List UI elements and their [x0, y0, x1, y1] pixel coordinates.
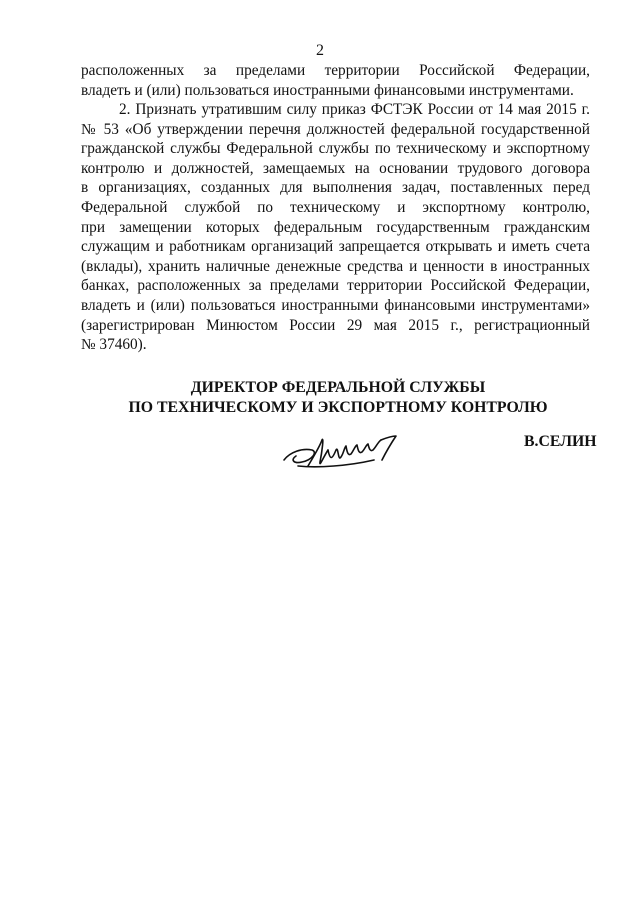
text-line: (вклады), хранить наличные денежные средства и ценности в иностранных — [81, 257, 590, 275]
signature-title-line-2: ПО ТЕХНИЧЕСКОМУ И ЭКСПОРТНОМУ КОНТРОЛЮ — [128, 399, 548, 416]
paragraph-continuation — [81, 61, 590, 100]
text-line: гражданской службы Федеральной службы по техническому и экспортному — [81, 140, 590, 158]
text-line: владеть и (или) пользоваться иностранными финансовыми инструментами» — [81, 296, 590, 314]
text-line: № 37460). — [81, 336, 147, 354]
text-line: в организациях, созданных для выполнения задач, поставленных перед — [81, 179, 590, 197]
paragraph-item-2 — [81, 100, 590, 355]
text-line: банках, расположенных за пределами территории Российской Федерации, — [81, 277, 590, 295]
text-line: при замещении которых федеральным государственным гражданским — [81, 218, 590, 236]
handwritten-signature-icon — [278, 426, 408, 478]
text-line: владеть и (или) пользоваться иностранными финансовыми инструментами. — [81, 81, 574, 99]
page-number: 2 — [316, 42, 324, 59]
text-line: (зарегистрирован Минюстом России 29 мая 2015 г., регистрационный — [81, 316, 590, 334]
text-line: Федеральной службой по техническому и экспортному контролю, — [81, 198, 590, 216]
text-line: расположенных за пределами территории Российской Федерации, — [81, 62, 590, 79]
signature-title-line-1: ДИРЕКТОР ФЕДЕРАЛЬНОЙ СЛУЖБЫ — [190, 379, 486, 396]
text-line: № 53 «Об утверждении перечня должностей федеральной государственной — [81, 120, 590, 138]
signer-name: В.СЕЛИН — [524, 433, 597, 450]
text-line: служащим и работникам организаций запрещается открывать и иметь счета — [81, 238, 590, 256]
text-line: 2. Признать утратившим силу приказ ФСТЭК России от 14 мая 2015 г. — [119, 101, 590, 118]
text-line: контролю и должностей, замещаемых на основании трудового договора — [81, 159, 590, 177]
